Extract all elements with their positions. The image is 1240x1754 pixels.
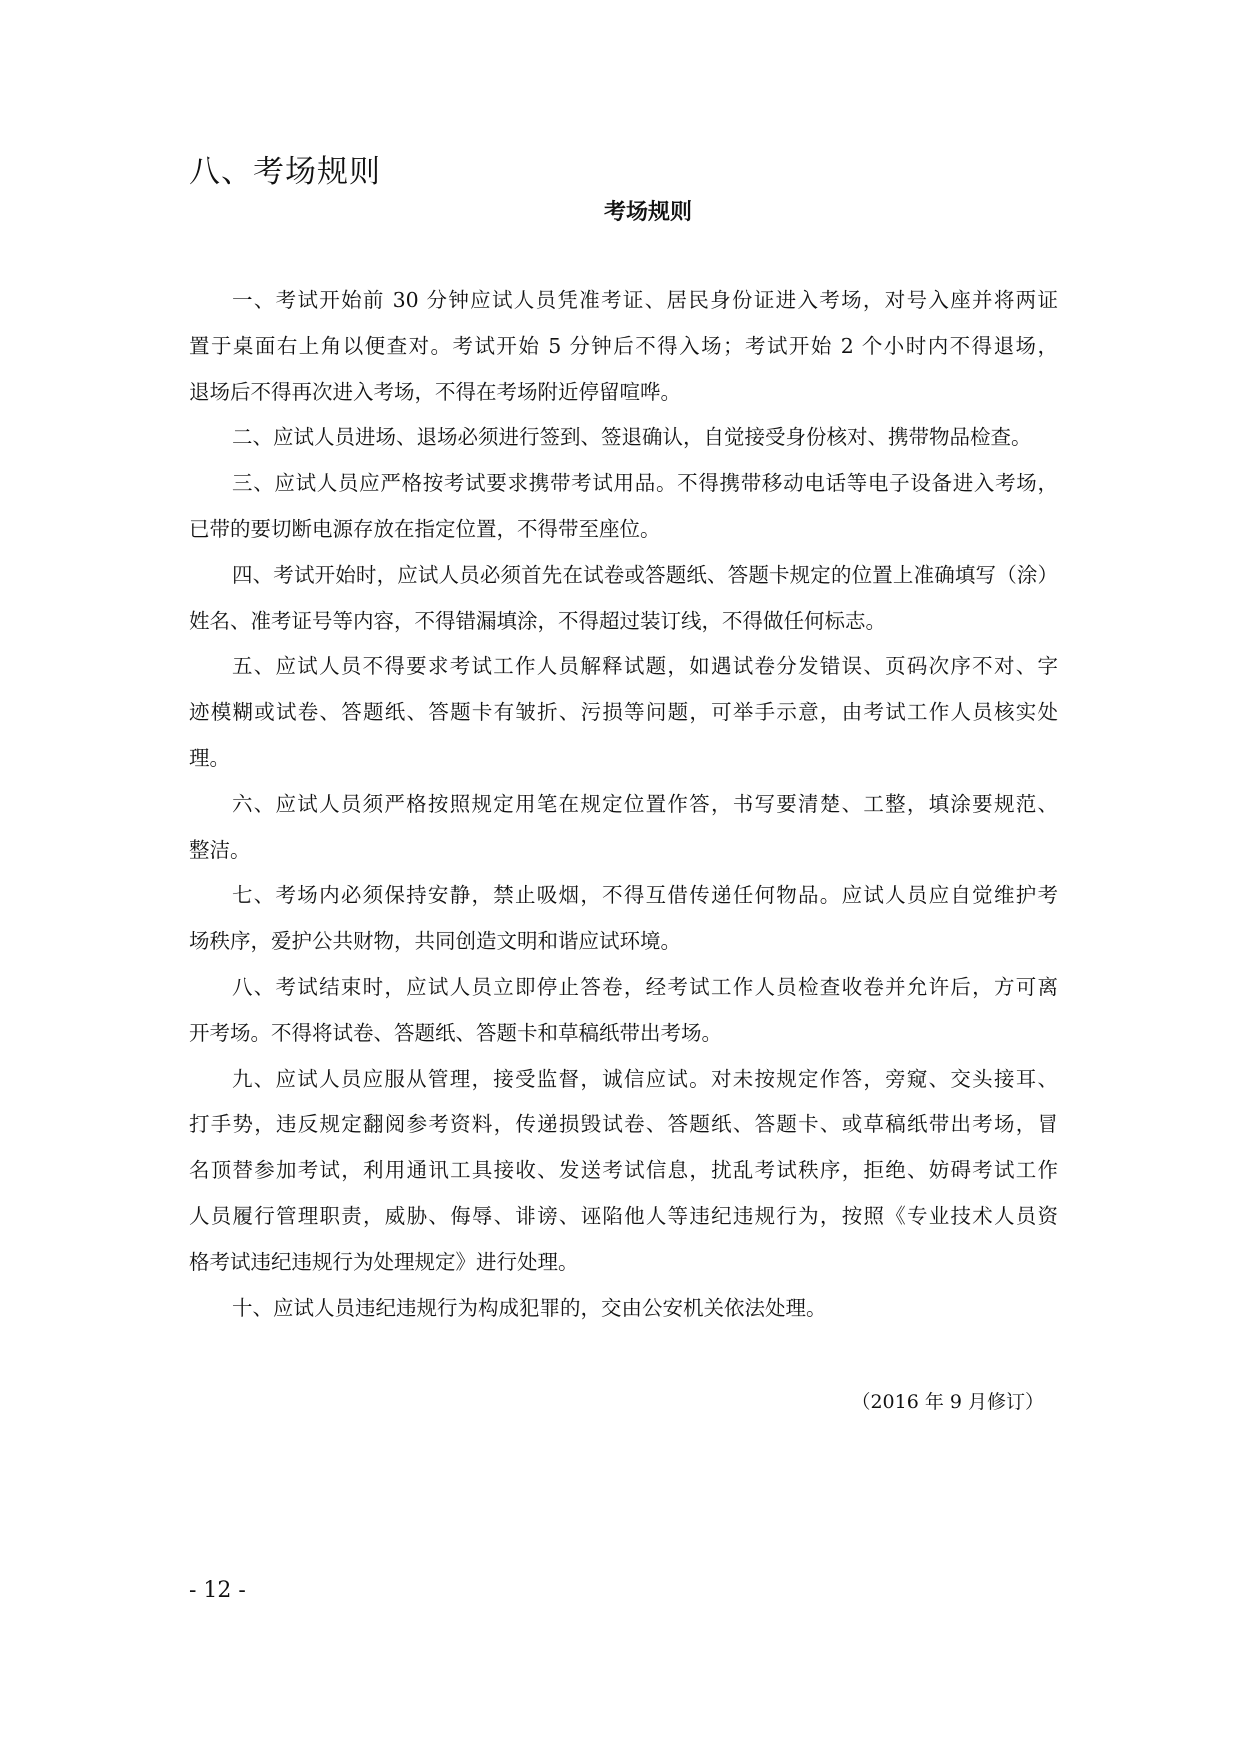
rule-paragraph <box>189 873 1058 965</box>
rule-paragraph <box>189 644 1058 781</box>
rule-line: 人员履行管理职责，威胁、侮辱、诽谤、诬陷他人等违纪违规行为，按照《专业技术人员资 <box>189 1203 1058 1228</box>
rule-line: 整洁。 <box>189 837 251 862</box>
rule-line: 置于桌面右上角以便查对。考试开始 5 分钟后不得入场；考试开始 2 个小时内不得退场， <box>189 333 1058 358</box>
rule-line: 场秩序，爱护公共财物，共同创造文明和谐应试环境。 <box>189 929 681 954</box>
rule-paragraph <box>189 1057 1058 1286</box>
rule-paragraph <box>189 965 1058 1057</box>
rule-line: 理。 <box>189 745 230 770</box>
rule-line: 三、应试人员应严格按考试要求携带考试用品。不得携带移动电话等电子设备进入考场， <box>232 471 1058 496</box>
rule-line: 格考试违纪违规行为处理规定》进行处理。 <box>189 1249 579 1274</box>
rule-line: 姓名、准考证号等内容，不得错漏填涂，不得超过装订线，不得做任何标志。 <box>189 608 886 633</box>
section-heading: 八、考场规则 <box>189 154 381 190</box>
rule-line: 已带的要切断电源存放在指定位置，不得带至座位。 <box>189 516 661 541</box>
rule-line: 九、应试人员应服从管理，接受监督，诚信应试。对未按规定作答，旁窥、交头接耳、 <box>232 1066 1058 1091</box>
rule-paragraph <box>189 553 1058 645</box>
rule-paragraph <box>189 461 1058 553</box>
document-title: 考场规则 <box>603 200 692 225</box>
rules-body <box>189 278 1058 1331</box>
rule-line: 迹模糊或试卷、答题纸、答题卡有皱折、污损等问题，可举手示意，由考试工作人员核实处 <box>189 700 1058 725</box>
rule-line: 四、考试开始时，应试人员必须首先在试卷或答题纸、答题卡规定的位置上准确填写（涂） <box>232 562 1058 587</box>
rule-line: 七、考场内必须保持安静，禁止吸烟，不得互借传递任何物品。应试人员应自觉维护考 <box>232 883 1058 908</box>
rule-line: 打手势，违反规定翻阅参考资料，传递损毁试卷、答题纸、答题卡、或草稿纸带出考场，冒 <box>189 1112 1058 1137</box>
rule-line: 一、考试开始前 30 分钟应试人员凭准考证、居民身份证进入考场，对号入座并将两证 <box>232 288 1058 312</box>
rule-line: 五、应试人员不得要求考试工作人员解释试题，如遇试卷分发错误、页码次序不对、字 <box>232 654 1058 679</box>
rule-line: 二、应试人员进场、退场必须进行签到、签退确认，自觉接受身份核对、携带物品检查。 <box>232 425 1032 450</box>
rule-paragraph <box>189 278 1058 415</box>
rule-paragraph <box>189 415 1058 461</box>
rule-paragraph <box>189 782 1058 874</box>
rule-line: 十、应试人员违纪违规行为构成犯罪的，交由公安机关依法处理。 <box>232 1295 827 1320</box>
rule-line: 名顶替参加考试，利用通讯工具接收、发送考试信息，扰乱考试秩序，拒绝、妨碍考试工作 <box>189 1158 1058 1183</box>
rule-line: 退场后不得再次进入考场，不得在考场附近停留喧哗。 <box>189 379 681 404</box>
rule-line: 八、考试结束时，应试人员立即停止答卷，经考试工作人员检查收卷并允许后，方可离 <box>232 974 1058 999</box>
rule-paragraph <box>189 1286 1058 1332</box>
rule-line: 开考场。不得将试卷、答题纸、答题卡和草稿纸带出考场。 <box>189 1020 722 1045</box>
page-number: - 12 - <box>189 1578 246 1603</box>
rule-line: 六、应试人员须严格按照规定用笔在规定位置作答，书写要清楚、工整，填涂要规范、 <box>232 791 1058 816</box>
revision-note: （2016 年 9 月修订） <box>851 1391 1044 1413</box>
